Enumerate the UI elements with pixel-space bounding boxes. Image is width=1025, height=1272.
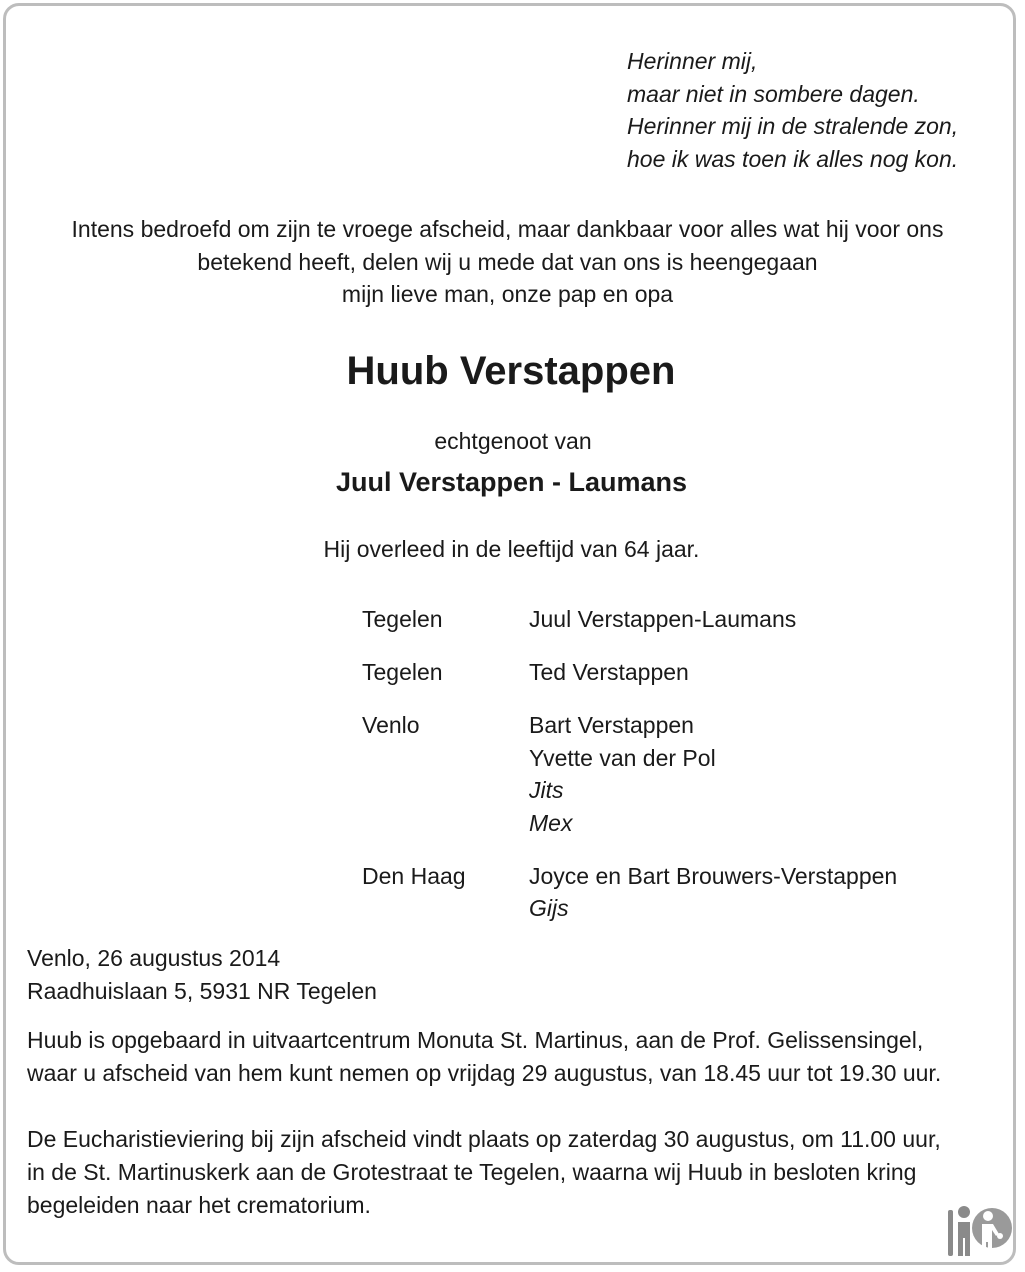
family-member: Joyce en Bart Brouwers-Verstappen xyxy=(529,862,898,889)
grandchild-name: Gijs xyxy=(529,895,569,921)
service-paragraph xyxy=(27,1123,1007,1222)
poem-line: Herinner mij, xyxy=(627,48,758,74)
family-names xyxy=(529,860,897,925)
family-member: Yvette van der Pol xyxy=(529,744,716,771)
family-names xyxy=(529,603,796,636)
poem xyxy=(627,45,958,175)
family-list xyxy=(362,603,897,925)
grandchild-name: Mex xyxy=(529,809,573,836)
intro-text xyxy=(0,213,1015,311)
family-place: Tegelen xyxy=(362,659,443,685)
family-row xyxy=(362,860,897,925)
intro-line: mijn lieve man, onze pap en opa xyxy=(341,281,674,307)
paragraph-line: waar u afscheid van hem kunt nemen op vrijdag 29 augustus, van 18.45 uur tot 19.30 uur. xyxy=(27,1060,942,1086)
family-member: Ted Verstappen xyxy=(529,659,689,685)
family-row xyxy=(362,709,897,839)
intro-line: Intens bedroefd om zijn te vroege afscheid, maar dankbaar voor alles wat hij voor ons xyxy=(71,216,944,242)
grandchild-name: Jits xyxy=(529,777,564,803)
family-row xyxy=(362,656,897,689)
family-place: Tegelen xyxy=(362,606,443,632)
intro-line: betekend heeft, delen wij u mede dat van ons is heengegaan xyxy=(197,248,818,275)
spouse-name: Juul Verstappen - Laumans xyxy=(335,467,688,497)
address-block xyxy=(27,942,377,1008)
paragraph-line: Huub is opgebaard in uitvaartcentrum Monuta St. Martinus, aan de Prof. Gelissensingel, xyxy=(27,1027,924,1053)
age-line: Hij overleed in de leeftijd van 64 jaar. xyxy=(323,536,700,562)
paragraph-line: begeleiden naar het crematorium. xyxy=(27,1192,371,1218)
poem-line: Herinner mij in de stralende zon, xyxy=(627,113,959,139)
paragraph-line: De Eucharistieviering bij zijn afscheid vindt plaats op zaterdag 30 augustus, om 11.00 uur, xyxy=(27,1126,941,1152)
viewing-paragraph xyxy=(27,1024,1007,1090)
family-row xyxy=(362,603,897,636)
family-place: Den Haag xyxy=(362,862,466,889)
spouse-of-label: echtgenoot van xyxy=(434,428,592,454)
family-names xyxy=(529,656,689,689)
family-logo-icon xyxy=(944,1200,1016,1262)
address-line: Raadhuislaan 5, 5931 NR Tegelen xyxy=(27,978,377,1004)
paragraph-line: in de St. Martinuskerk aan de Grotestraat te Tegelen, waarna wij Huub in besloten kring xyxy=(27,1159,917,1185)
family-place: Venlo xyxy=(362,712,420,738)
poem-line: maar niet in sombere dagen. xyxy=(627,80,920,107)
date-line: Venlo, 26 augustus 2014 xyxy=(27,945,281,971)
family-names xyxy=(529,709,716,839)
deceased-name: Huub Verstappen xyxy=(346,349,676,393)
poem-line: hoe ik was toen ik alles nog kon. xyxy=(627,145,959,172)
family-member: Bart Verstappen xyxy=(529,712,694,738)
family-member: Juul Verstappen-Laumans xyxy=(529,606,797,632)
